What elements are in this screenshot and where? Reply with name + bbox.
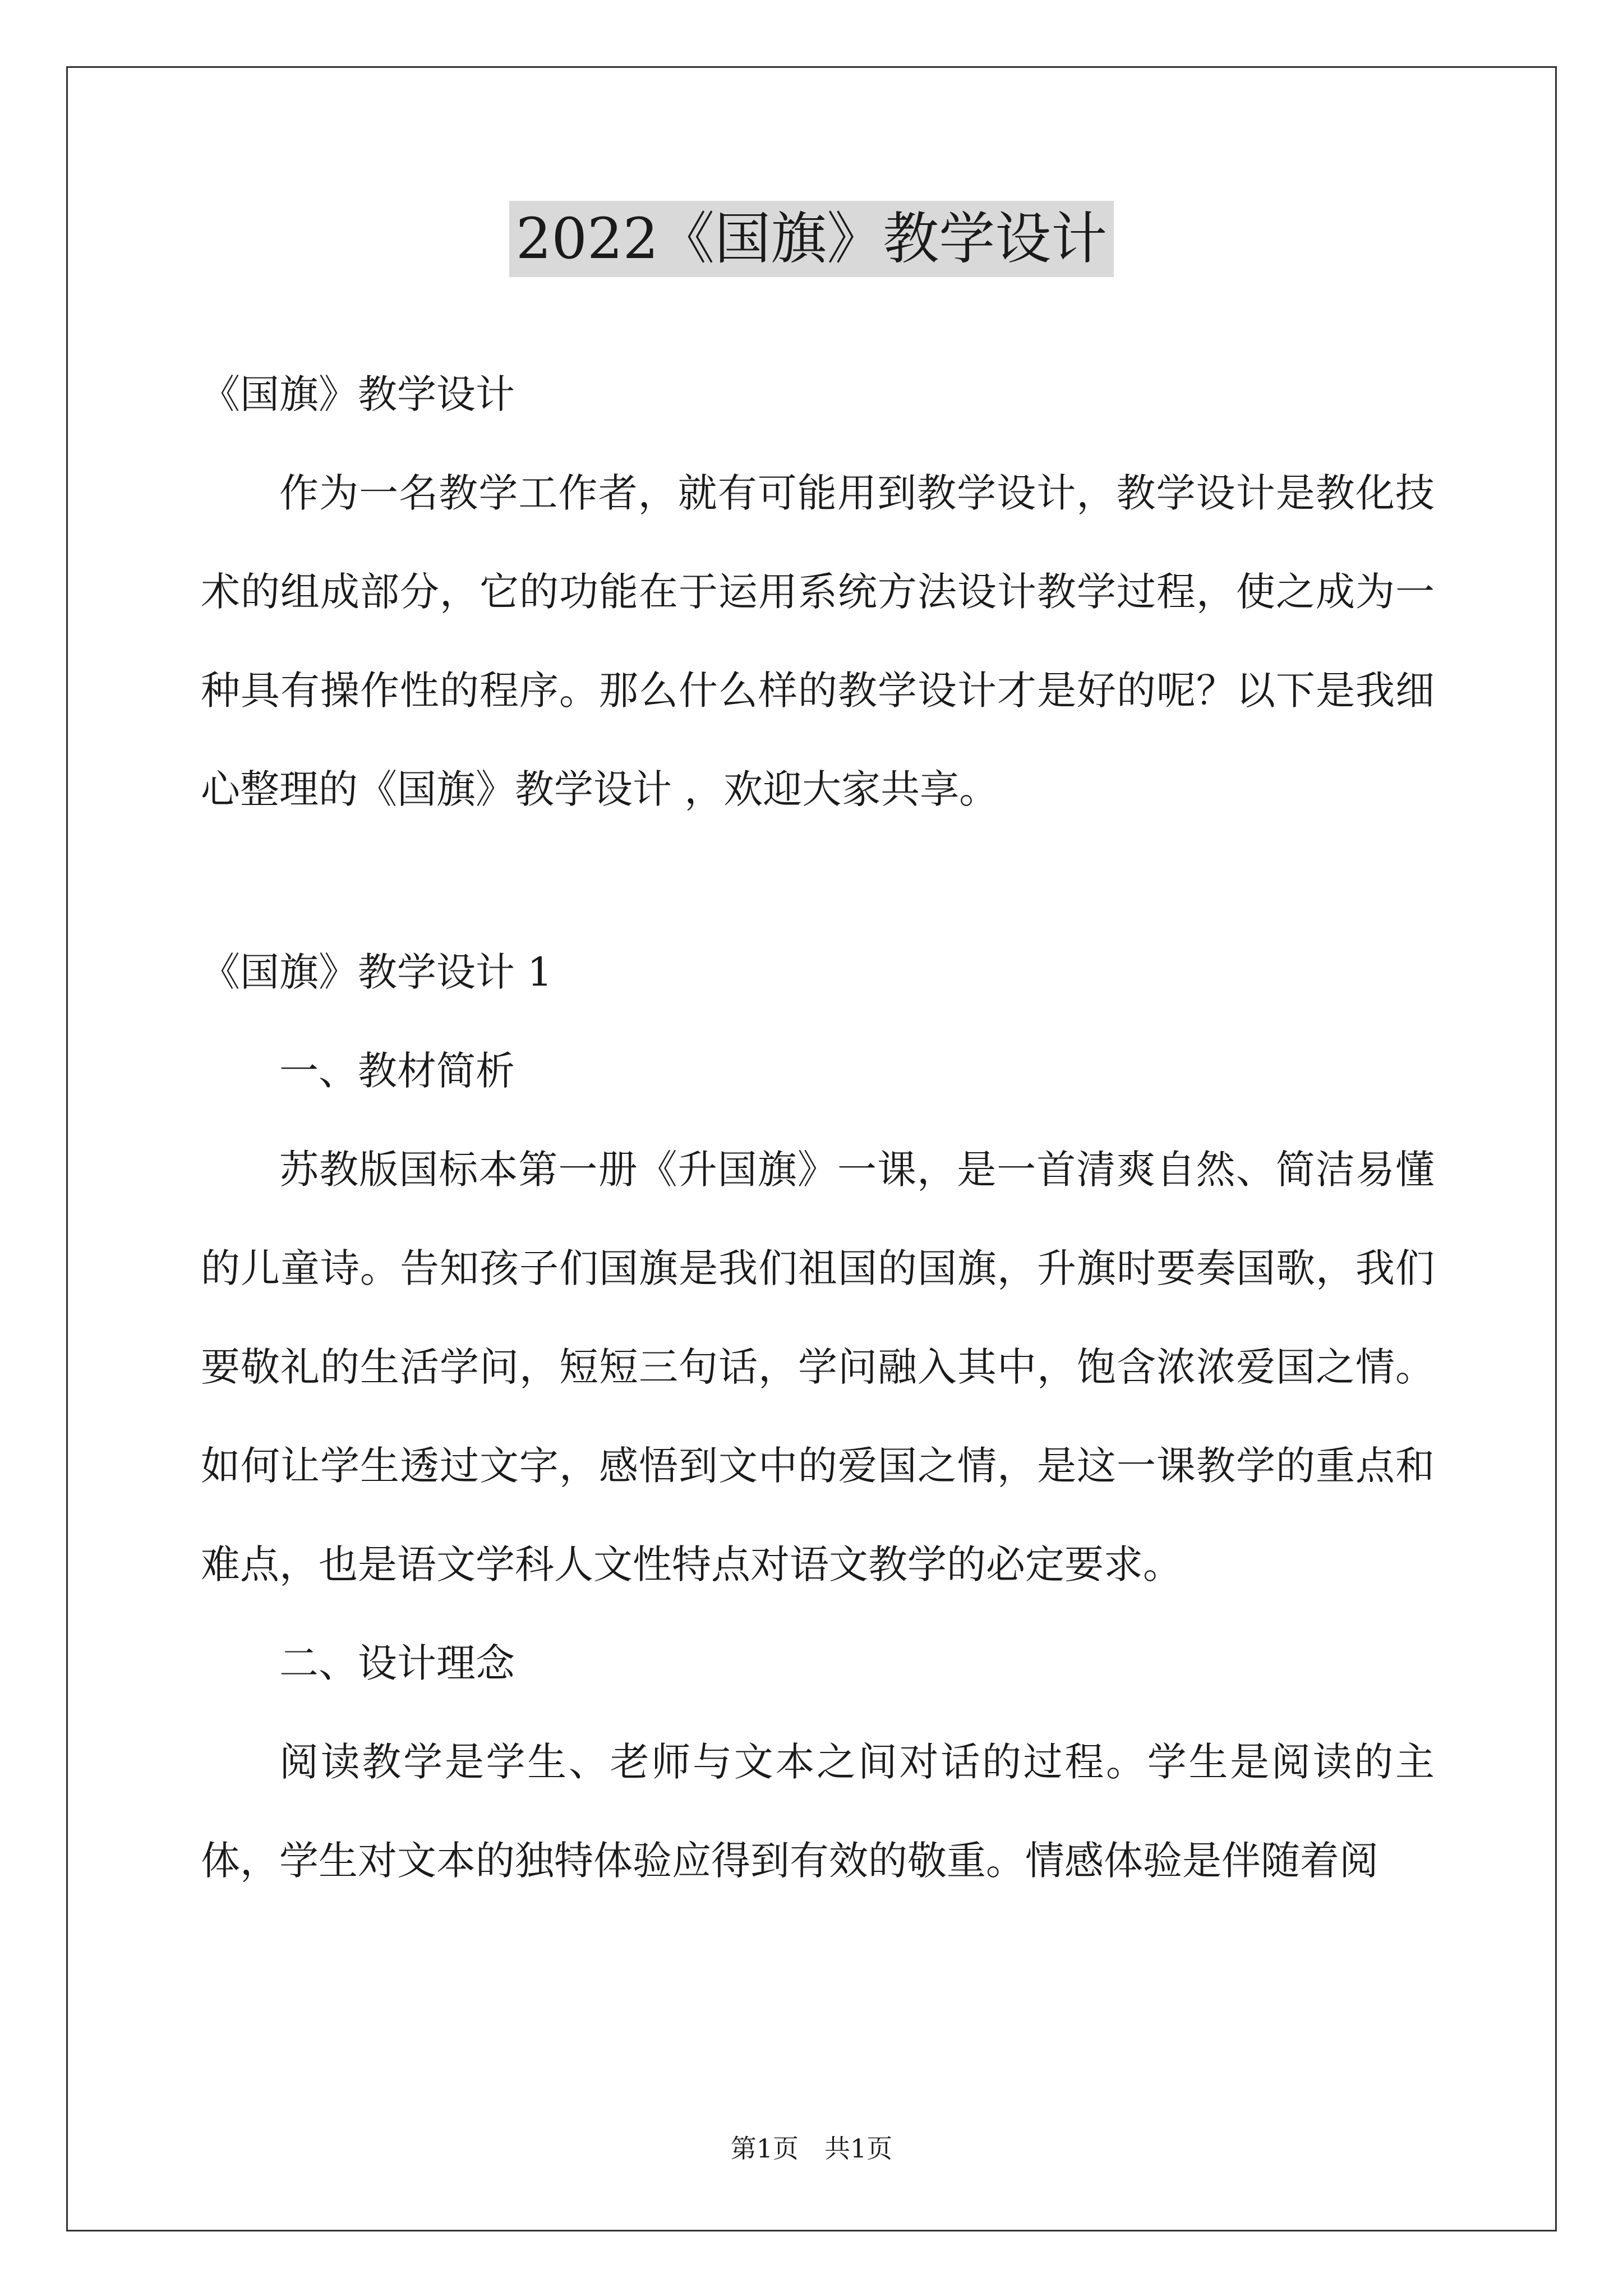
intro-paragraph: 作为一名教学工作者，就有可能用到教学设计，教学设计是教化技术的组成部分，它的功能在于运用系统方法设计教学过程，使之成为一种具有操作性的程序。那么什么样的教学设计才是好的呢？以下是我细心整理的《国旗》教学设计 ，欢迎大家共享。	[201, 470, 1435, 812]
heading-textbook-analysis: 一、教材简析	[279, 1048, 515, 1094]
document-body	[201, 345, 1435, 1910]
page-total: 共1页	[824, 2133, 893, 2164]
page-footer	[0, 2132, 1623, 2165]
paragraph-design-concept: 阅读教学是学生、老师与文本之间对话的过程。学生是阅读的主体，学生对文本的独特体验应得到有效的敬重。情感体验是伴随着阅	[201, 1739, 1435, 1884]
title-container	[0, 201, 1623, 277]
spacer	[201, 839, 1435, 923]
paragraph-textbook-analysis: 苏教版国标本第一册《升国旗》一课，是一首清爽自然、简洁易懂的儿童诗。告知孩子们国旗是我们祖国的国旗，升旗时要奏国歌，我们要敬礼的生活学问，短短三句话，学问融入其中，饱含浓浓爱国之情。如何让学生透过文字，感悟到文中的爱国之情，是这一课教学的重点和难点，也是语文学科人文性特点对语文教学的必定要求。	[201, 1147, 1435, 1588]
section-title: 《国旗》教学设计 1	[201, 949, 552, 995]
document-title: 2022《国旗》教学设计	[509, 201, 1114, 277]
page-number: 第1页	[730, 2133, 799, 2164]
heading-design-concept: 二、设计理念	[279, 1640, 515, 1686]
subtitle: 《国旗》教学设计	[201, 371, 515, 417]
